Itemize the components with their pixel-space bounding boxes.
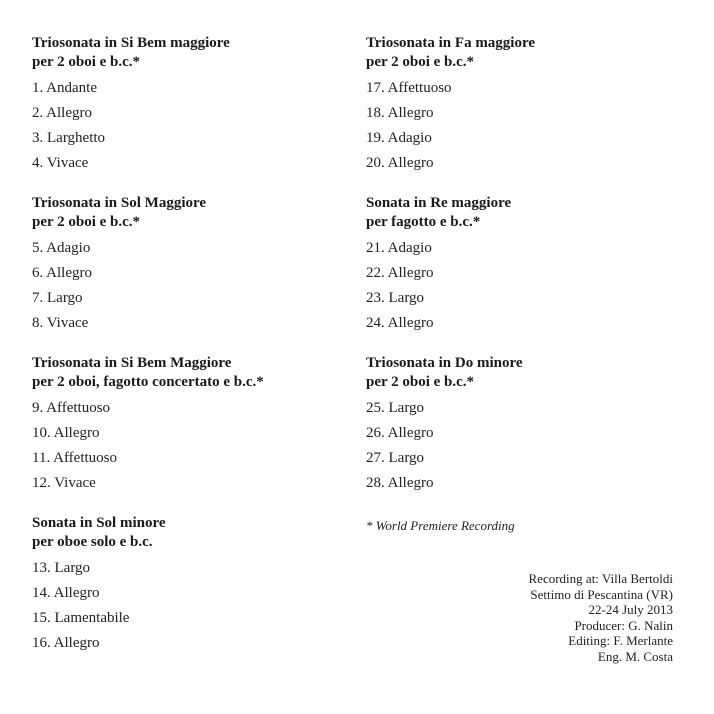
work-subtitle: per 2 oboi e b.c.* bbox=[32, 214, 141, 230]
track-list bbox=[32, 236, 352, 336]
work-subtitle: per 2 oboi, fagotto concertato e b.c.* bbox=[32, 374, 264, 390]
track-item: 15. Lamentabile bbox=[32, 610, 130, 626]
work-subtitle: per 2 oboi e b.c.* bbox=[366, 374, 475, 390]
track-item: 16. Allegro bbox=[32, 635, 100, 651]
track-item: 24. Allegro bbox=[366, 315, 434, 331]
right-column bbox=[366, 34, 686, 535]
track-item: 7. Largo bbox=[32, 290, 83, 306]
track-item: 13. Largo bbox=[32, 560, 91, 576]
track-item: 21. Adagio bbox=[366, 240, 432, 256]
track-item: 12. Vivace bbox=[32, 475, 96, 491]
track-item: 17. Affettuoso bbox=[366, 80, 452, 96]
premiere-note: * World Premiere Recording bbox=[366, 518, 515, 533]
work-subtitle: per 2 oboi e b.c.* bbox=[32, 54, 141, 70]
track-item: 26. Allegro bbox=[366, 425, 434, 441]
work-section bbox=[366, 194, 686, 336]
credit-line: Recording at: Villa Bertoldi bbox=[528, 571, 673, 586]
credit-line: Editing: F. Merlante bbox=[568, 633, 673, 648]
track-list bbox=[366, 76, 686, 176]
work-title: Triosonata in Si Bem maggiore bbox=[32, 35, 230, 51]
recording-credits bbox=[529, 571, 673, 664]
credit-line: Producer: G. Nalin bbox=[574, 617, 673, 633]
track-item: 4. Vivace bbox=[32, 155, 89, 171]
track-item: 3. Larghetto bbox=[32, 130, 106, 146]
work-subtitle: per fagotto e b.c.* bbox=[366, 214, 481, 230]
track-item: 27. Largo bbox=[366, 450, 425, 466]
work-title: Triosonata in Si Bem Maggiore bbox=[32, 355, 232, 371]
track-item: 8. Vivace bbox=[32, 315, 89, 331]
credit-line: 22-24 July 2013 bbox=[588, 602, 673, 617]
track-item: 2. Allegro bbox=[32, 105, 92, 121]
work-section bbox=[32, 34, 352, 176]
work-section bbox=[32, 514, 352, 656]
track-list bbox=[366, 396, 686, 496]
work-title: Sonata in Sol minore bbox=[32, 515, 166, 531]
work-section bbox=[32, 194, 352, 336]
credit-line: Eng. M. Costa bbox=[597, 648, 673, 664]
track-item: 14. Allegro bbox=[32, 585, 100, 601]
track-item: 9. Affettuoso bbox=[32, 400, 111, 416]
track-item: 11. Affettuoso bbox=[32, 450, 117, 466]
track-item: 10. Allegro bbox=[32, 425, 100, 441]
work-title: Triosonata in Fa maggiore bbox=[366, 35, 536, 51]
track-item: 28. Allegro bbox=[366, 475, 434, 491]
track-list bbox=[366, 236, 686, 336]
work-title: Triosonata in Do minore bbox=[366, 355, 523, 371]
credit-line: Settimo di Pescantina (VR) bbox=[530, 586, 673, 602]
left-column bbox=[32, 34, 352, 656]
work-section bbox=[32, 354, 352, 496]
track-item: 23. Largo bbox=[366, 290, 425, 306]
track-list bbox=[32, 556, 352, 656]
work-title: Sonata in Re maggiore bbox=[366, 195, 512, 211]
track-item: 5. Adagio bbox=[32, 240, 91, 256]
track-item: 19. Adagio bbox=[366, 130, 432, 146]
track-item: 18. Allegro bbox=[366, 105, 434, 121]
track-item: 20. Allegro bbox=[366, 155, 434, 171]
work-subtitle: per 2 oboi e b.c.* bbox=[366, 54, 475, 70]
track-list bbox=[32, 396, 352, 496]
work-section bbox=[366, 354, 686, 496]
track-item: 1. Andante bbox=[32, 80, 97, 96]
track-item: 25. Largo bbox=[366, 400, 425, 416]
work-subtitle: per oboe solo e b.c. bbox=[32, 534, 153, 550]
track-item: 22. Allegro bbox=[366, 265, 434, 281]
work-section bbox=[366, 34, 686, 176]
track-item: 6. Allegro bbox=[32, 265, 92, 281]
track-list bbox=[32, 76, 352, 176]
work-title: Triosonata in Sol Maggiore bbox=[32, 195, 207, 211]
